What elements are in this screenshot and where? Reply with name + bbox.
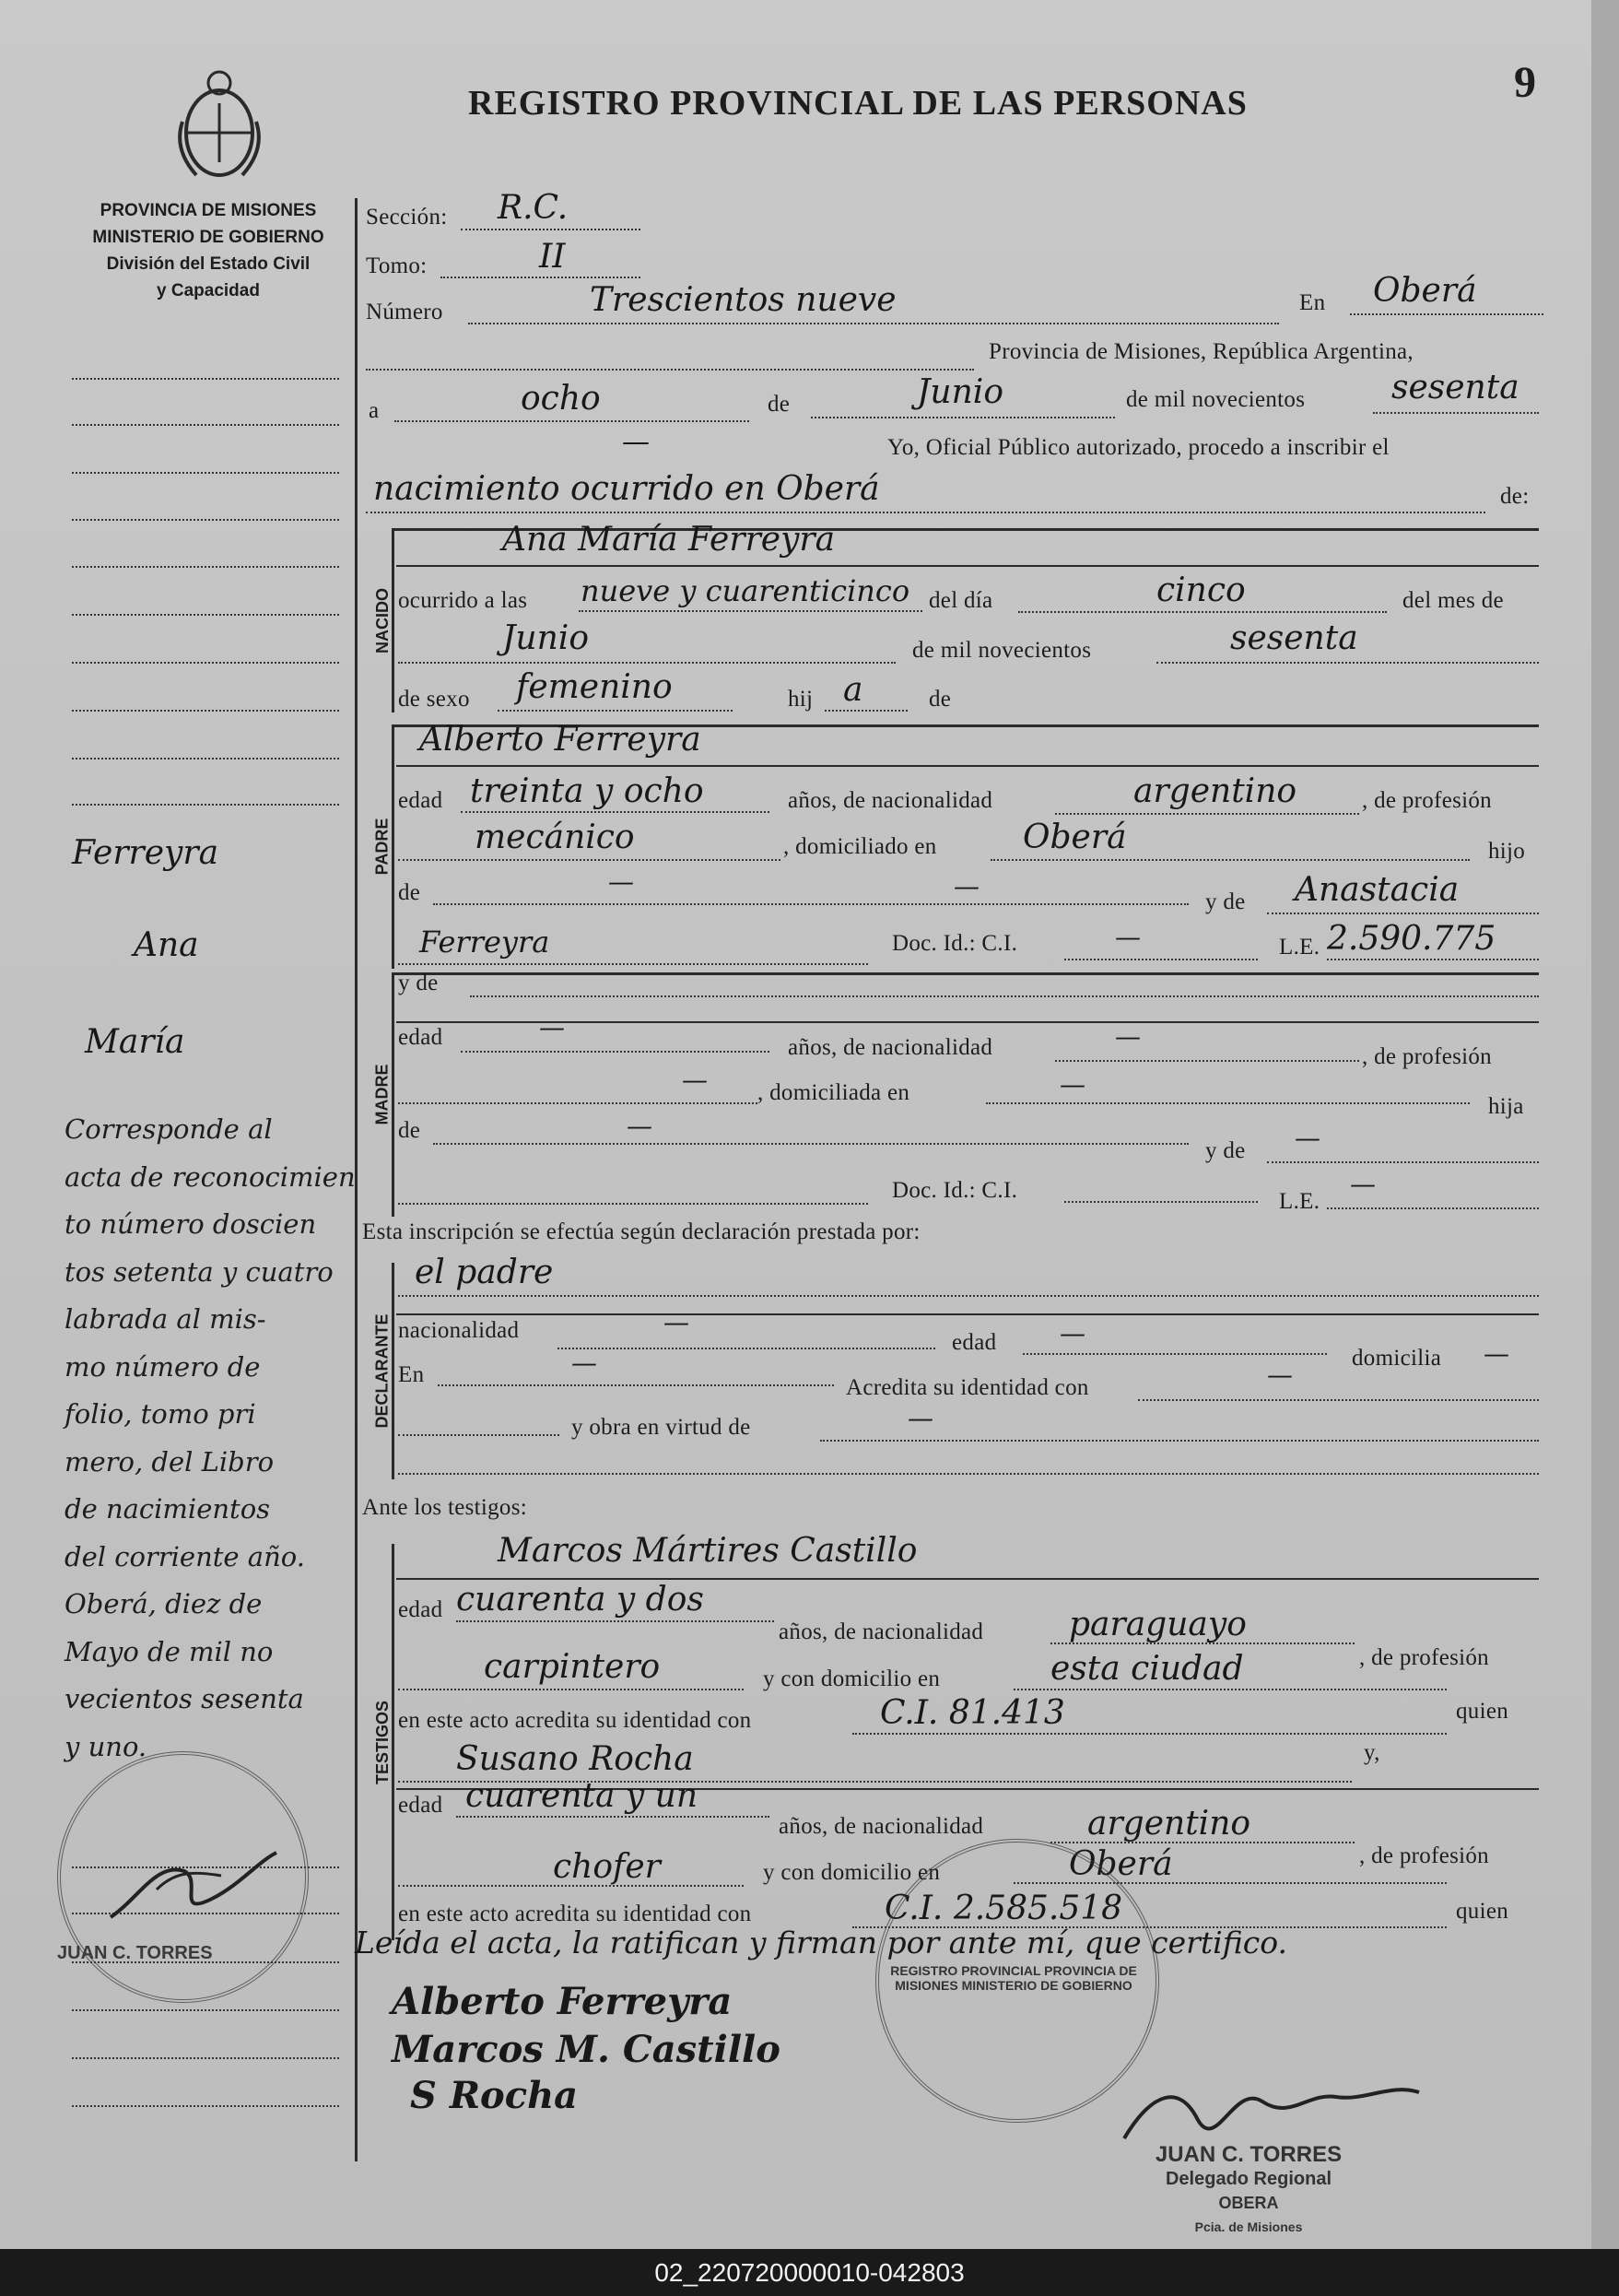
value-anio-nac: sesenta bbox=[1230, 619, 1358, 657]
value-dash-12: — bbox=[663, 1307, 689, 1337]
margin-note bbox=[65, 1106, 356, 1771]
margin-name-1: Ana bbox=[134, 926, 199, 964]
label-decl-nacionalidad: nacionalidad bbox=[398, 1318, 520, 1343]
value-seccion: R.C. bbox=[498, 189, 569, 227]
margin-note-line: de nacimientos bbox=[65, 1493, 271, 1525]
value-testigo2-doc: C.I. 2.585.518 bbox=[885, 1890, 1123, 1927]
label-madre-y-de-2: y de bbox=[1205, 1138, 1246, 1163]
central-stamp-text: REGISTRO PROVINCIAL PROVINCIA DE MISIONES MINISTERIO DE GOBIERNO bbox=[890, 1963, 1137, 1993]
value-dia-nac: cinco bbox=[1156, 571, 1246, 609]
value-padre-madre: Anastacia bbox=[1295, 871, 1460, 909]
value-dash-5: — bbox=[539, 1012, 565, 1042]
signature-father: Alberto Ferreyra bbox=[392, 1980, 733, 2023]
coat-of-arms-icon bbox=[169, 66, 270, 186]
header-capacity: y Capacidad bbox=[157, 281, 260, 300]
label-padre-domicilio: , domiciliado en bbox=[783, 834, 937, 859]
value-dash-3: — bbox=[954, 871, 980, 901]
header-province: PROVINCIA DE MISIONES bbox=[100, 201, 317, 220]
margin-note-line: folio, tomo pri bbox=[65, 1398, 256, 1430]
margin-note-line: vecientos sesenta bbox=[65, 1683, 304, 1714]
value-dash-16: — bbox=[1267, 1360, 1293, 1390]
label-numero: Número bbox=[366, 300, 443, 324]
label-madre-profesion: , de profesión bbox=[1362, 1044, 1492, 1069]
label-hij: hij bbox=[788, 687, 814, 712]
label-t1-domicilio: y con domicilio en bbox=[763, 1666, 941, 1691]
value-testigo1-profesion: carpintero bbox=[484, 1648, 661, 1686]
value-dash-13: — bbox=[1060, 1318, 1085, 1348]
value-mes-nac: Junio bbox=[502, 619, 589, 657]
section-madre: MADRE bbox=[372, 1064, 392, 1125]
value-testigo2-domicilio: Oberá bbox=[1069, 1845, 1173, 1883]
label-decl-obra: y obra en virtud de bbox=[571, 1415, 751, 1440]
value-padre-edad: treinta y ocho bbox=[470, 772, 704, 810]
margin-note-line: acta de reconocimien bbox=[65, 1160, 356, 1193]
value-testigo1-domicilio: esta ciudad bbox=[1050, 1650, 1244, 1688]
label-del-dia: del día bbox=[929, 588, 993, 613]
label-madre-nac: años, de nacionalidad bbox=[788, 1035, 993, 1060]
signature-witness-1: Marcos M. Castillo bbox=[392, 2028, 780, 2071]
label-padre-de: de bbox=[398, 880, 421, 905]
label-padre-edad: edad bbox=[398, 788, 443, 813]
header-ministry: MINISTERIO DE GOBIERNO bbox=[92, 228, 324, 247]
value-anio: sesenta bbox=[1391, 369, 1519, 406]
header-division: División del Estado Civil bbox=[106, 254, 311, 274]
value-hij-suffix: a bbox=[843, 671, 863, 709]
stamp-official-title: Delegado Regional bbox=[1165, 2169, 1332, 2189]
stamp-official-name: JUAN C. TORRES bbox=[1155, 2142, 1343, 2167]
margin-note-line: to número doscien bbox=[65, 1208, 317, 1240]
label-t2-edad: edad bbox=[398, 1793, 443, 1818]
label-decl-en: En bbox=[398, 1362, 425, 1387]
margin-note-line: y uno. bbox=[65, 1730, 147, 1762]
label-t2-y: y, bbox=[1364, 1740, 1380, 1765]
page-number: 9 bbox=[1514, 58, 1536, 107]
label-yo-oficial: Yo, Oficial Público autorizado, procedo a inscribir el bbox=[887, 435, 1390, 460]
section-padre: PADRE bbox=[372, 818, 392, 876]
margin-surname: Ferreyra bbox=[72, 834, 219, 872]
section-declarante: DECLARANTE bbox=[372, 1313, 392, 1429]
margin-note-line: labrada al mis- bbox=[65, 1303, 266, 1335]
label-decl-acredita: Acredita su identidad con bbox=[846, 1375, 1089, 1400]
margin-note-line: del corriente año. bbox=[65, 1540, 305, 1572]
value-declarante: el padre bbox=[415, 1254, 554, 1291]
label-madre-domicilio: , domiciliada en bbox=[757, 1080, 910, 1105]
label-padre-nac: años, de nacionalidad bbox=[788, 788, 993, 813]
label-madre-le: L.E. bbox=[1279, 1189, 1320, 1214]
value-padre-nacionalidad: argentino bbox=[1133, 772, 1297, 810]
label-t2-acredita: en este acto acredita su identidad con bbox=[398, 1902, 752, 1926]
margin-note-line: mo número de bbox=[65, 1350, 261, 1383]
label-t2-profesion: , de profesión bbox=[1359, 1843, 1489, 1868]
margin-note-line: mero, del Libro bbox=[65, 1445, 275, 1478]
value-testigo2-nombre: Susano Rocha bbox=[456, 1740, 694, 1778]
value-nombre: Ana María Ferreyra bbox=[502, 521, 836, 559]
label-provincia: Provincia de Misiones, República Argentina, bbox=[989, 339, 1414, 364]
signature-witness-2: S Rocha bbox=[410, 2074, 579, 2117]
value-dash-9: — bbox=[627, 1111, 652, 1141]
label-t1-profesion: , de profesión bbox=[1359, 1645, 1489, 1670]
section-nacido: NACIDO bbox=[372, 587, 392, 653]
value-dash-1: — bbox=[622, 426, 650, 458]
label-madre-doc: Doc. Id.: C.I. bbox=[892, 1178, 1018, 1203]
value-mes: Junio bbox=[917, 373, 1003, 411]
label-padre-profesion: , de profesión bbox=[1362, 788, 1492, 813]
label-decl-domicilia: domicilia bbox=[1352, 1346, 1442, 1371]
value-padre-profesion: mecánico bbox=[475, 818, 635, 856]
label-padre-y-de: y de bbox=[1205, 889, 1246, 914]
label-madre-de: de bbox=[398, 1118, 421, 1143]
label-padre-le: L.E. bbox=[1279, 935, 1320, 960]
value-dash-11: — bbox=[1350, 1169, 1376, 1199]
value-dash-2: — bbox=[608, 866, 634, 897]
value-dash-8: — bbox=[1060, 1069, 1085, 1100]
value-dash-7: — bbox=[682, 1065, 708, 1095]
label-padre-doc: Doc. Id.: C.I. bbox=[892, 931, 1018, 956]
label-t1-acredita: en este acto acredita su identidad con bbox=[398, 1708, 752, 1733]
label-seccion: Sección: bbox=[366, 205, 448, 230]
margin-name-2: María bbox=[85, 1023, 185, 1061]
label-ocurrido: ocurrido a las bbox=[398, 588, 528, 613]
value-padre-nombre: Alberto Ferreyra bbox=[419, 721, 701, 759]
label-t1-quien: quien bbox=[1456, 1699, 1509, 1724]
label-de-mil-2: de mil novecientos bbox=[912, 638, 1092, 663]
margin-note-line: Corresponde al bbox=[65, 1113, 273, 1145]
margin-note-line: Oberá, diez de bbox=[65, 1588, 263, 1619]
value-testigo2-edad: cuarenta y un bbox=[465, 1777, 698, 1815]
value-testigo1-doc: C.I. 81.413 bbox=[880, 1694, 1065, 1732]
margin-note-line: tos setenta y cuatro bbox=[65, 1255, 334, 1288]
left-stamp-name: JUAN C. TORRES bbox=[57, 1943, 213, 1963]
value-numero: Trescientos nueve bbox=[590, 281, 897, 319]
label-en: En bbox=[1299, 290, 1326, 315]
margin-note-line: Mayo de mil no bbox=[65, 1635, 274, 1667]
value-dash-15: — bbox=[571, 1348, 597, 1378]
value-sexo: femenino bbox=[516, 668, 673, 706]
label-de-sexo-de: de bbox=[929, 687, 952, 712]
value-testigo1-nombre: Marcos Mártires Castillo bbox=[498, 1532, 918, 1570]
label-inscripcion: Esta inscripción se efectúa según declaración prestada por: bbox=[362, 1219, 921, 1244]
label-de-mil: de mil novecientos bbox=[1126, 387, 1306, 412]
label-t2-quien: quien bbox=[1456, 1899, 1509, 1924]
label-a: a bbox=[369, 398, 380, 423]
value-testigo1-edad: cuarenta y dos bbox=[456, 1581, 704, 1619]
label-de-mes: de bbox=[768, 392, 791, 417]
value-dash-17: — bbox=[908, 1403, 933, 1433]
value-testigo2-profesion: chofer bbox=[553, 1848, 661, 1886]
label-hija: hija bbox=[1488, 1094, 1524, 1119]
stamp-official-prov: Pcia. de Misiones bbox=[1194, 2219, 1303, 2234]
document-code-footer: 02_220720000010-042803 bbox=[0, 2249, 1619, 2296]
closing-statement: Leída el acta, la ratifican y firman por ante mí, que certifico. bbox=[355, 1925, 1288, 1960]
left-signature-scribble bbox=[101, 1834, 286, 1936]
label-t1-edad: edad bbox=[398, 1597, 443, 1622]
value-lugar: Oberá bbox=[1373, 272, 1477, 310]
label-tomo: Tomo: bbox=[366, 253, 428, 278]
label-t2-domicilio: y con domicilio en bbox=[763, 1860, 941, 1885]
value-dia: ocho bbox=[521, 380, 601, 418]
value-acto: nacimiento ocurrido en Oberá bbox=[373, 470, 880, 508]
value-testigo2-nacionalidad: argentino bbox=[1087, 1805, 1251, 1843]
value-testigo1-nacionalidad: paraguayo bbox=[1069, 1606, 1247, 1643]
value-dash-10: — bbox=[1295, 1123, 1320, 1153]
label-del-mes: del mes de bbox=[1402, 588, 1504, 613]
page-edge bbox=[1591, 0, 1619, 2249]
value-dash-6: — bbox=[1115, 1021, 1141, 1052]
label-madre-y-de: y de bbox=[398, 971, 439, 995]
label-hijo: hijo bbox=[1488, 839, 1526, 864]
value-tomo: II bbox=[539, 238, 566, 276]
value-padre-madre-apellido: Ferreyra bbox=[419, 924, 550, 960]
value-padre-domicilio: Oberá bbox=[1023, 818, 1127, 856]
document-title: REGISTRO PROVINCIAL DE LAS PERSONAS bbox=[468, 84, 1248, 123]
label-ante-testigos: Ante los testigos: bbox=[362, 1495, 528, 1520]
label-madre-edad: edad bbox=[398, 1025, 443, 1050]
section-testigos: TESTIGOS bbox=[372, 1700, 392, 1784]
label-decl-edad: edad bbox=[952, 1330, 997, 1355]
value-dash-4: — bbox=[1115, 922, 1141, 952]
label-t2-nac: años, de nacionalidad bbox=[779, 1814, 984, 1839]
label-de-sexo: de sexo bbox=[398, 687, 470, 712]
label-t1-nac: años, de nacionalidad bbox=[779, 1619, 984, 1644]
label-de-colon: de: bbox=[1500, 484, 1530, 509]
value-hora: nueve y cuarenticinco bbox=[581, 573, 910, 608]
value-padre-le: 2.590.775 bbox=[1327, 920, 1496, 958]
value-dash-14: — bbox=[1484, 1338, 1509, 1369]
stamp-official-place: OBERA bbox=[1218, 2194, 1279, 2212]
